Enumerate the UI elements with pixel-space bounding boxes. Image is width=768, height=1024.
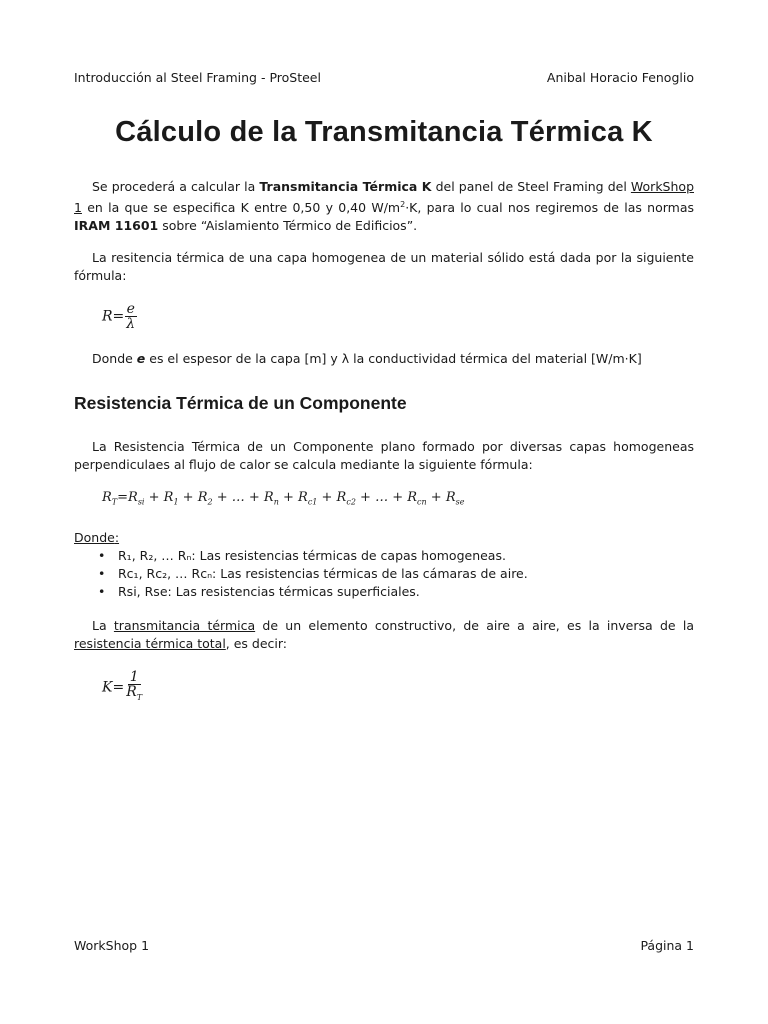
resistance-intro-block <box>74 249 694 285</box>
section-heading: Resistencia Térmica de un Componente <box>74 393 407 413</box>
superscript: 2 <box>400 200 406 209</box>
bullet-symbols: Rsi, Rse: <box>118 584 172 599</box>
bullet-text: Las resistencias térmicas superficiales. <box>171 584 420 599</box>
formula-lhs: R= <box>102 308 125 325</box>
text-run: sobre “Aislamiento Térmico de Edificios”. <box>158 218 418 234</box>
bold-norm: IRAM 11601 <box>74 218 159 234</box>
list-item <box>74 583 694 601</box>
resistance-intro-paragraph: La resitencia térmica de una capa homogenea de un material sólido está dada por la siguiente fórmula: <box>74 250 694 283</box>
list-item <box>74 565 694 583</box>
fraction <box>124 670 144 705</box>
donde-text: Donde <box>74 530 115 545</box>
footer-page-number: Página 1 <box>640 938 694 953</box>
fraction-numerator: 1 <box>129 669 139 685</box>
definitions-block <box>74 529 694 601</box>
underlined-term: resistencia térmica total <box>74 636 226 651</box>
page-header <box>74 70 694 85</box>
component-intro-paragraph: La Resistencia Térmica de un Componente plano formado por diversas capas homogeneas perpendiculaes al flujo de calor se calcula mediante la siguiente fórmula: <box>74 439 694 472</box>
variable-e: e <box>136 351 146 366</box>
text-run: del panel de Steel Framing del <box>431 179 631 194</box>
text-run: , es decir: <box>225 636 288 651</box>
transmittance-block <box>74 617 694 653</box>
formula-total-resistance <box>102 490 464 507</box>
formula-k-inverse <box>102 670 144 705</box>
text-run: Donde <box>92 351 137 366</box>
page-footer <box>74 938 694 953</box>
intro-paragraph-block <box>74 178 694 235</box>
text-run: ·K, para lo cual nos regiremos de las normas <box>405 200 695 216</box>
formula-text: $R_T=R_{si} + R_1 + R_2$ + … + $R_n + R_{c1} + R_{c2}$ + … + $R_{cn} + R_{se}$ <box>102 490 465 507</box>
list-item <box>74 547 694 565</box>
where-e-block <box>74 350 694 368</box>
footer-left: WorkShop 1 <box>74 938 150 953</box>
transmittance-paragraph <box>74 617 694 653</box>
text-run: Se procederá a calcular la <box>92 179 260 194</box>
fraction-denominator <box>124 685 144 705</box>
bold-term: Transmitancia Térmica K <box>259 179 432 194</box>
underlined-term: transmitancia térmica <box>113 618 256 633</box>
text-run: en la que se especifica K entre 0,50 y 0,40 W/m <box>81 200 401 216</box>
where-e-paragraph <box>74 350 694 368</box>
fraction-numerator: e <box>126 301 135 317</box>
den-subscript: T <box>136 692 143 702</box>
bullet-icon: • <box>98 548 106 563</box>
header-left: Introducción al Steel Framing - ProSteel <box>74 70 321 85</box>
bullet-icon: • <box>98 584 106 599</box>
page-title: Cálculo de la Transmitancia Térmica K <box>115 116 653 148</box>
header-right: Anibal Horacio Fenoglio <box>546 70 694 85</box>
bullet-icon: • <box>98 566 106 581</box>
bullet-symbols: Rc₁, Rc₂, … Rcₙ: <box>118 566 217 581</box>
fraction <box>124 302 137 331</box>
definitions-list <box>74 547 694 601</box>
text-run: de un elemento constructivo, de aire a aire, es la inversa de la <box>255 618 694 633</box>
intro-paragraph <box>74 178 694 235</box>
formula-r-e-lambda <box>102 302 137 331</box>
text-run: La <box>92 618 114 633</box>
den-symbol: R <box>126 684 137 700</box>
workshop-link[interactable]: WorkShop 1 <box>74 179 694 216</box>
text-run: es el espesor de la capa [m] y λ la conductividad térmica del material [W/m·K] <box>145 351 642 366</box>
bullet-text: Las resistencias térmicas de las cámaras de aire. <box>216 566 528 581</box>
component-intro-block <box>74 438 694 474</box>
formula-lhs: K= <box>102 679 125 696</box>
bullet-symbols: R₁, R₂, … Rₙ: <box>118 548 196 563</box>
bullet-text: Las resistencias térmicas de capas homogeneas. <box>195 548 506 563</box>
donde-label: Donde: <box>74 530 120 545</box>
fraction-denominator: λ <box>126 316 136 332</box>
